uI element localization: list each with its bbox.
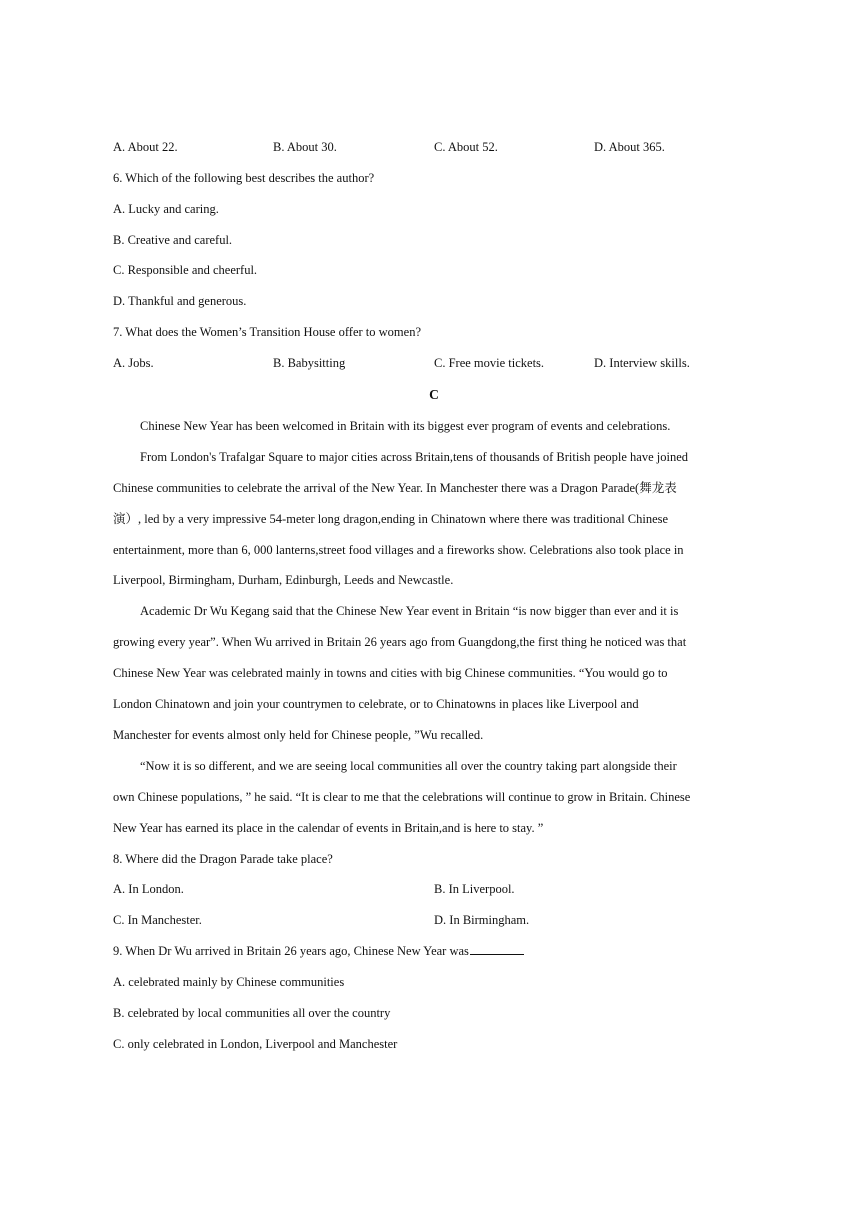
passage-line: Chinese communities to celebrate the arrival of the New Year. In Manchester there was a Dragon Parade(舞龙表 — [113, 481, 677, 495]
q5-option-c: C. About 52. — [434, 140, 498, 154]
passage-line: Chinese New Year has been welcomed in Britain with its biggest ever program of events and celebrations. — [140, 419, 671, 433]
q7-option-a: A. Jobs. — [113, 356, 154, 370]
section-heading: C — [429, 387, 439, 402]
q8-option-b: B. In Liverpool. — [434, 882, 515, 896]
passage-line: London Chinatown and join your countrymen to celebrate, or to Chinatowns in places like Liverpool and — [113, 697, 639, 711]
q7-question: 7. What does the Women’s Transition House offer to women? — [113, 325, 421, 339]
passage-line: Manchester for events almost only held for Chinese people, ”Wu recalled. — [113, 728, 484, 742]
passage-line: From London's Trafalgar Square to major cities across Britain,tens of thousands of British people have joined — [140, 450, 688, 464]
q5-option-a: A. About 22. — [113, 140, 178, 154]
passage-line: own Chinese populations, ” he said. “It is clear to me that the celebrations will continue to grow in Britain. Chinese — [113, 790, 691, 804]
q7-option-c: C. Free movie tickets. — [434, 356, 545, 370]
q5-option-b: B. About 30. — [273, 140, 337, 154]
q6-option-b: B. Creative and careful. — [113, 233, 233, 247]
q9-option-c: C. only celebrated in London, Liverpool and Manchester — [113, 1037, 398, 1051]
q8-option-d: D. In Birmingham. — [434, 913, 530, 927]
q9-question-line — [113, 943, 524, 959]
q7-option-b: B. Babysitting — [273, 356, 346, 370]
passage-line: entertainment, more than 6, 000 lanterns,street food villages and a fireworks show. Celebrations also took place in — [113, 543, 684, 557]
q9-question: 9. When Dr Wu arrived in Britain 26 years ago, Chinese New Year was — [113, 944, 469, 958]
q6-question: 6. Which of the following best describes the author? — [113, 171, 375, 185]
passage-line: Chinese New Year was celebrated mainly in towns and cities with big Chinese communities. “You would go to — [113, 666, 668, 680]
q6-option-d: D. Thankful and generous. — [113, 294, 247, 308]
passage-line: Liverpool, Birmingham, Durham, Edinburgh, Leeds and Newcastle. — [113, 573, 454, 587]
passage-line: “Now it is so different, and we are seeing local communities all over the country taking part alongside their — [140, 759, 677, 773]
q9-option-a: A. celebrated mainly by Chinese communities — [113, 975, 345, 989]
q7-option-d: D. Interview skills. — [594, 356, 690, 370]
q6-option-a: A. Lucky and caring. — [113, 202, 219, 216]
q6-option-c: C. Responsible and cheerful. — [113, 263, 258, 277]
q8-question: 8. Where did the Dragon Parade take place? — [113, 852, 333, 866]
q8-option-a: A. In London. — [113, 882, 184, 896]
answer-blank — [470, 943, 524, 955]
q5-option-d: D. About 365. — [594, 140, 665, 154]
passage-line: Academic Dr Wu Kegang said that the Chinese New Year event in Britain “is now bigger than ever and it is — [140, 604, 679, 618]
passage-line: 演）, led by a very impressive 54-meter long dragon,ending in Chinatown where there was traditional Chinese — [113, 512, 669, 526]
q9-option-b: B. celebrated by local communities all over the country — [113, 1006, 391, 1020]
passage-line: New Year has earned its place in the calendar of events in Britain,and is here to stay. ” — [113, 821, 544, 835]
passage-line: growing every year”. When Wu arrived in Britain 26 years ago from Guangdong,the first thing he noticed was that — [113, 635, 687, 649]
q8-option-c: C. In Manchester. — [113, 913, 202, 927]
